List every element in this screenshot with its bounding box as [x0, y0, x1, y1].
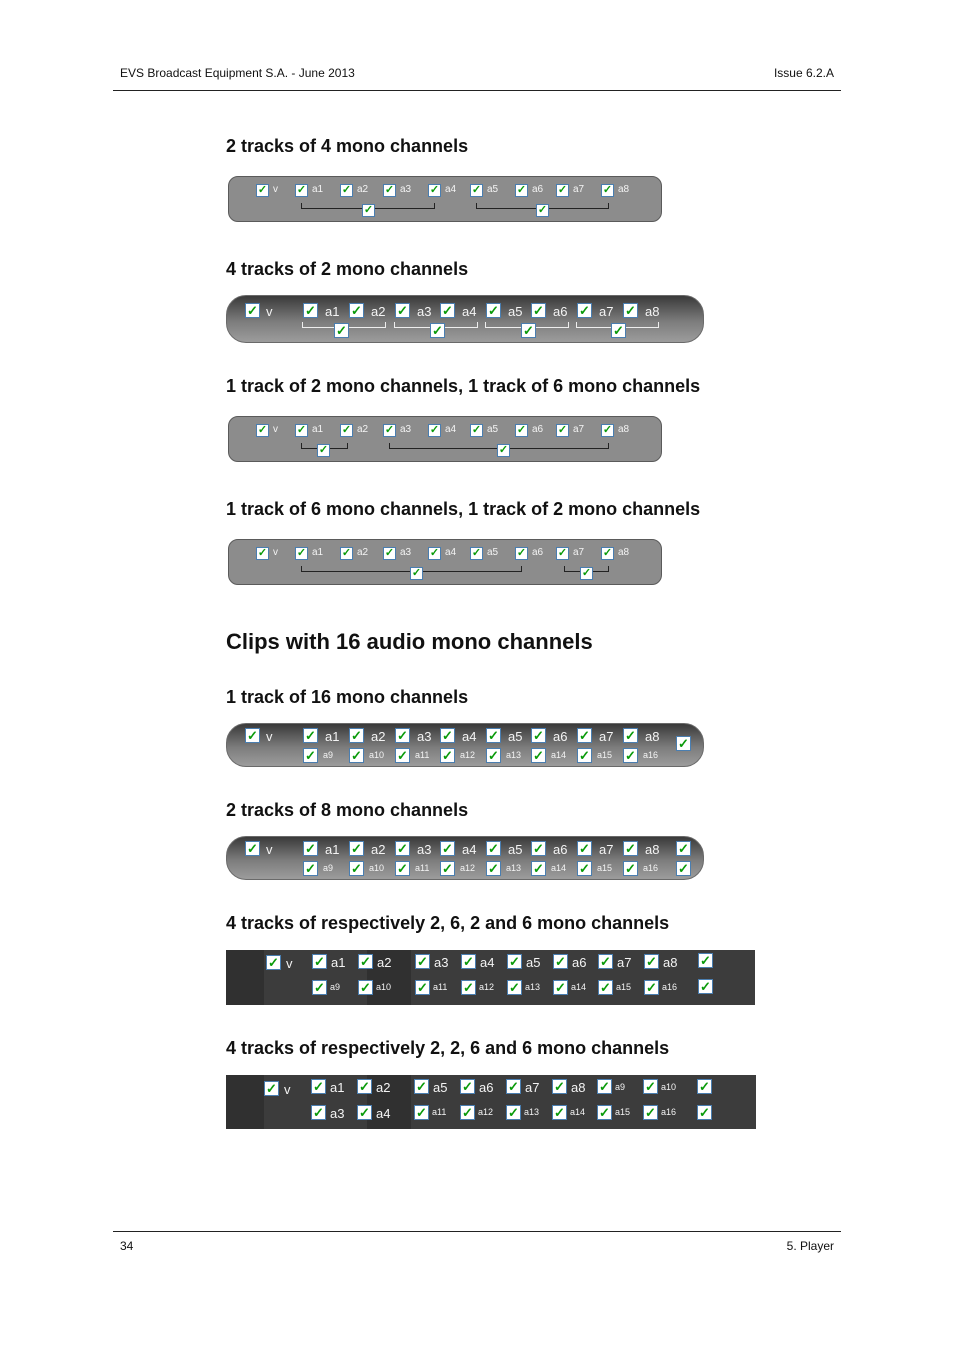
channel-label: a3	[417, 842, 432, 857]
channel-label: a1	[325, 304, 340, 319]
checkbox-a8[interactable]: ✓	[623, 728, 638, 743]
channel-label: a6	[479, 1080, 494, 1095]
section-title: 1 track of 2 mono channels, 1 track of 6 mono channels	[226, 376, 701, 396]
channel-label: a12	[460, 750, 476, 760]
section-heading: Clips with 16 audio mono channels	[226, 629, 593, 654]
checkbox-a2[interactable]: ✓	[357, 1079, 372, 1094]
channel-label: a3	[417, 304, 432, 319]
checkbox-a1[interactable]: ✓	[312, 954, 327, 969]
section-title: 2 tracks of 4 mono channels	[226, 136, 469, 156]
channel-label: a4	[445, 424, 457, 435]
checkbox-a5[interactable]: ✓	[414, 1079, 429, 1094]
checkbox-a7[interactable]: ✓	[557, 424, 568, 436]
track-checkbox[interactable]: ✓	[334, 323, 349, 338]
checkbox-a4[interactable]: ✓	[429, 547, 440, 559]
channel-label: a13	[525, 982, 541, 992]
checkbox-a7[interactable]: ✓	[506, 1079, 521, 1094]
channel-label: a12	[479, 982, 495, 992]
channel-label: a1	[330, 1080, 345, 1095]
channel-label: a3	[330, 1106, 345, 1121]
channel-label: a7	[525, 1080, 540, 1095]
channel-label: a3	[400, 424, 412, 435]
checkbox-a14[interactable]: ✓	[531, 861, 546, 876]
checkbox-a6[interactable]: ✓	[516, 184, 527, 196]
channel-label: a6	[532, 184, 544, 195]
channel-label: a15	[597, 863, 613, 873]
channel-label: a10	[661, 1082, 677, 1092]
checkbox-a4[interactable]: ✓	[429, 424, 440, 436]
channel-label: a6	[532, 547, 544, 558]
channel-label: v	[273, 547, 278, 558]
checkbox-a1[interactable]: ✓	[296, 184, 307, 196]
checkbox-a13[interactable]: ✓	[486, 861, 501, 876]
channel-label: a15	[615, 1107, 631, 1117]
checkbox-a1[interactable]: ✓	[296, 424, 307, 436]
checkbox-a2[interactable]: ✓	[349, 728, 364, 743]
checkbox-a2[interactable]: ✓	[341, 424, 352, 436]
checkbox-a4[interactable]: ✓	[440, 841, 455, 856]
checkbox-a8[interactable]: ✓	[623, 841, 638, 856]
checkbox-v[interactable]: ✓	[264, 1081, 279, 1096]
checkbox-a7[interactable]: ✓	[577, 303, 592, 318]
checkbox-a15[interactable]: ✓	[598, 980, 613, 995]
channel-bar	[226, 836, 704, 880]
checkbox-a12[interactable]: ✓	[460, 1105, 475, 1120]
checkbox-a6[interactable]: ✓	[516, 424, 527, 436]
channel-label: a1	[312, 547, 324, 558]
channel-label: a10	[369, 863, 385, 873]
checkbox-a5[interactable]: ✓	[507, 954, 522, 969]
channel-label: a5	[487, 424, 499, 435]
checkbox-a7[interactable]: ✓	[557, 184, 568, 196]
checkbox-a3[interactable]: ✓	[384, 424, 395, 436]
checkbox-a8[interactable]: ✓	[552, 1079, 567, 1094]
checkbox-a5[interactable]: ✓	[486, 728, 501, 743]
channel-label: a15	[597, 750, 613, 760]
checkbox-a3[interactable]: ✓	[384, 184, 395, 196]
channel-label: a10	[369, 750, 385, 760]
channel-label: a2	[371, 729, 386, 744]
channel-label: a7	[599, 304, 614, 319]
bar-strip	[226, 950, 264, 1005]
chapter-name: 5. Player	[786, 1239, 834, 1253]
checkbox-a13[interactable]: ✓	[506, 1105, 521, 1120]
checkbox-a7[interactable]: ✓	[577, 728, 592, 743]
section-title: 4 tracks of 2 mono channels	[226, 259, 469, 279]
channel-label: a2	[377, 955, 392, 970]
channel-label: a16	[643, 863, 659, 873]
checkbox-a3[interactable]: ✓	[311, 1105, 326, 1120]
channel-label: a10	[376, 982, 392, 992]
checkbox-a2[interactable]: ✓	[341, 184, 352, 196]
channel-label: a5	[508, 729, 523, 744]
channel-label: a14	[551, 863, 567, 873]
track-checkbox[interactable]: ✓	[498, 444, 509, 456]
channel-bar	[228, 539, 662, 585]
channel-label: a2	[371, 304, 386, 319]
checkbox-v[interactable]: ✓	[245, 303, 260, 318]
channel-bar	[226, 950, 755, 1005]
checkbox-a12[interactable]: ✓	[461, 980, 476, 995]
channel-label: a3	[417, 729, 432, 744]
channel-label: a15	[616, 982, 632, 992]
channel-label: a2	[376, 1080, 391, 1095]
channel-label: a8	[663, 955, 678, 970]
checkbox-a12[interactable]: ✓	[440, 748, 455, 763]
channel-label: a12	[460, 863, 476, 873]
checkbox-a10[interactable]: ✓	[358, 980, 373, 995]
checkbox-a5[interactable]: ✓	[486, 841, 501, 856]
channel-label: a1	[325, 729, 340, 744]
channel-label: a6	[553, 304, 568, 319]
checkbox-a14[interactable]: ✓	[552, 1105, 567, 1120]
checkbox-a1[interactable]: ✓	[303, 841, 318, 856]
checkbox-a15[interactable]: ✓	[577, 748, 592, 763]
header-rule	[113, 90, 841, 91]
channel-label: a4	[480, 955, 495, 970]
track-checkbox[interactable]: ✓	[537, 204, 548, 216]
track-checkbox[interactable]: ✓	[698, 953, 713, 968]
checkbox-a8[interactable]: ✓	[644, 954, 659, 969]
checkbox-a4[interactable]: ✓	[429, 184, 440, 196]
channel-label: a2	[371, 842, 386, 857]
channel-label: a1	[325, 842, 340, 857]
channel-label: a13	[506, 863, 522, 873]
channel-label: a11	[415, 750, 430, 760]
track-checkbox[interactable]: ✓	[318, 444, 329, 456]
page-number: 34	[120, 1239, 134, 1253]
checkbox-v[interactable]: ✓	[257, 424, 268, 436]
channel-label: a11	[433, 982, 448, 992]
channel-label: a7	[599, 729, 614, 744]
channel-bar	[226, 1075, 756, 1129]
checkbox-a5[interactable]: ✓	[486, 303, 501, 318]
channel-label: a8	[571, 1080, 586, 1095]
channel-label: v	[286, 956, 293, 971]
channel-label: a8	[645, 304, 660, 319]
channel-label: a7	[573, 184, 585, 195]
checkbox-a3[interactable]: ✓	[395, 728, 410, 743]
checkbox-a4[interactable]: ✓	[357, 1105, 372, 1120]
checkbox-a10[interactable]: ✓	[643, 1079, 658, 1094]
checkbox-a10[interactable]: ✓	[349, 748, 364, 763]
channel-label: a2	[357, 184, 369, 195]
channel-label: a6	[553, 729, 568, 744]
checkbox-a1[interactable]: ✓	[303, 303, 318, 318]
channel-label: a8	[645, 729, 660, 744]
channel-label: a8	[645, 842, 660, 857]
channel-label: a4	[462, 842, 477, 857]
track-checkbox[interactable]: ✓	[581, 567, 592, 579]
channel-label: a5	[508, 304, 523, 319]
checkbox-a16[interactable]: ✓	[623, 748, 638, 763]
channel-label: a7	[617, 955, 632, 970]
channel-label: a7	[599, 842, 614, 857]
checkbox-a16[interactable]: ✓	[644, 980, 659, 995]
channel-label: v	[273, 424, 278, 435]
channel-label: a8	[618, 547, 630, 558]
channel-label: a14	[571, 982, 587, 992]
channel-label: a6	[532, 424, 544, 435]
channel-label: a2	[357, 424, 369, 435]
channel-label: a5	[433, 1080, 448, 1095]
channel-label: a5	[487, 184, 499, 195]
channel-label: a6	[572, 955, 587, 970]
channel-label: a1	[312, 184, 324, 195]
checkbox-a15[interactable]: ✓	[577, 861, 592, 876]
checkbox-a8[interactable]: ✓	[623, 303, 638, 318]
checkbox-a5[interactable]: ✓	[471, 547, 482, 559]
track-checkbox[interactable]: ✓	[611, 323, 626, 338]
checkbox-a9[interactable]: ✓	[312, 980, 327, 995]
section-title: 2 tracks of 8 mono channels	[226, 800, 469, 820]
channel-label: a9	[330, 982, 341, 992]
channel-label: a14	[551, 750, 567, 760]
checkbox-a7[interactable]: ✓	[577, 841, 592, 856]
track-checkbox[interactable]: ✓	[676, 841, 691, 856]
channel-label: a5	[487, 547, 499, 558]
track-checkbox[interactable]: ✓	[363, 204, 374, 216]
checkbox-a12[interactable]: ✓	[440, 861, 455, 876]
checkbox-a3[interactable]: ✓	[395, 303, 410, 318]
checkbox-a15[interactable]: ✓	[597, 1105, 612, 1120]
channel-label: a3	[434, 955, 449, 970]
track-checkbox[interactable]: ✓	[411, 567, 422, 579]
checkbox-a2[interactable]: ✓	[349, 303, 364, 318]
checkbox-v[interactable]: ✓	[245, 841, 260, 856]
channel-label: a9	[323, 750, 334, 760]
footer-rule	[113, 1231, 841, 1232]
checkbox-a9[interactable]: ✓	[303, 861, 318, 876]
checkbox-a3[interactable]: ✓	[395, 841, 410, 856]
channel-label: a16	[662, 982, 678, 992]
section-title: 1 track of 16 mono channels	[226, 687, 469, 707]
track-checkbox[interactable]: ✓	[698, 979, 713, 994]
checkbox-a13[interactable]: ✓	[486, 748, 501, 763]
checkbox-a5[interactable]: ✓	[471, 184, 482, 196]
channel-label: a5	[508, 842, 523, 857]
checkbox-a1[interactable]: ✓	[296, 547, 307, 559]
channel-label: a6	[553, 842, 568, 857]
section-title: 4 tracks of respectively 2, 6, 2 and 6 mono channels	[226, 913, 670, 933]
channel-label: a3	[400, 547, 412, 558]
checkbox-a3[interactable]: ✓	[384, 547, 395, 559]
checkbox-v[interactable]: ✓	[257, 184, 268, 196]
checkbox-v[interactable]: ✓	[257, 547, 268, 559]
channel-label: a4	[376, 1106, 391, 1121]
checkbox-a16[interactable]: ✓	[643, 1105, 658, 1120]
channel-label: v	[266, 842, 273, 857]
checkbox-a11[interactable]: ✓	[395, 748, 410, 763]
checkbox-a11[interactable]: ✓	[415, 980, 430, 995]
channel-label: a13	[524, 1107, 540, 1117]
checkbox-a6[interactable]: ✓	[553, 954, 568, 969]
channel-label: v	[266, 304, 273, 319]
channel-label: a11	[432, 1107, 447, 1117]
track-checkbox[interactable]: ✓	[697, 1105, 712, 1120]
channel-label: a7	[573, 424, 585, 435]
channel-label: v	[266, 729, 273, 744]
checkbox-a7[interactable]: ✓	[598, 954, 613, 969]
checkbox-a1[interactable]: ✓	[311, 1079, 326, 1094]
channel-label: a4	[462, 304, 477, 319]
checkbox-a6[interactable]: ✓	[531, 728, 546, 743]
checkbox-a7[interactable]: ✓	[557, 547, 568, 559]
checkbox-a14[interactable]: ✓	[531, 748, 546, 763]
track-checkbox[interactable]: ✓	[521, 323, 536, 338]
checkbox-v[interactable]: ✓	[245, 728, 260, 743]
checkbox-a6[interactable]: ✓	[531, 841, 546, 856]
track-checkbox[interactable]: ✓	[697, 1079, 712, 1094]
channel-label: a2	[357, 547, 369, 558]
channel-label: a12	[478, 1107, 494, 1117]
channel-label: a11	[415, 863, 430, 873]
checkbox-a8[interactable]: ✓	[602, 424, 613, 436]
checkbox-a11[interactable]: ✓	[414, 1105, 429, 1120]
checkbox-a6[interactable]: ✓	[516, 547, 527, 559]
channel-label: a9	[615, 1082, 626, 1092]
channel-label: a4	[445, 184, 457, 195]
header-left: EVS Broadcast Equipment S.A. - June 2013	[120, 66, 355, 80]
track-checkbox[interactable]: ✓	[676, 736, 691, 751]
bar-strip	[226, 1075, 264, 1129]
checkbox-a10[interactable]: ✓	[349, 861, 364, 876]
channel-label: a4	[445, 547, 457, 558]
header-right: Issue 6.2.A	[773, 66, 834, 80]
checkbox-a5[interactable]: ✓	[471, 424, 482, 436]
channel-label: a7	[573, 547, 585, 558]
checkbox-a9[interactable]: ✓	[303, 748, 318, 763]
channel-bar	[228, 416, 662, 462]
channel-label: a4	[462, 729, 477, 744]
channel-label: v	[273, 184, 278, 195]
checkbox-a13[interactable]: ✓	[507, 980, 522, 995]
checkbox-a4[interactable]: ✓	[440, 728, 455, 743]
checkbox-a2[interactable]: ✓	[341, 547, 352, 559]
checkbox-a4[interactable]: ✓	[461, 954, 476, 969]
checkbox-a3[interactable]: ✓	[415, 954, 430, 969]
checkbox-a8[interactable]: ✓	[602, 547, 613, 559]
checkbox-a1[interactable]: ✓	[303, 728, 318, 743]
channel-label: a8	[618, 184, 630, 195]
channel-label: a3	[400, 184, 412, 195]
channel-bar	[226, 295, 704, 343]
channel-bar	[228, 176, 662, 222]
track-checkbox[interactable]: ✓	[676, 861, 691, 876]
checkbox-a2[interactable]: ✓	[358, 954, 373, 969]
channel-label: v	[284, 1082, 291, 1097]
track-checkbox[interactable]: ✓	[430, 323, 445, 338]
checkbox-a2[interactable]: ✓	[349, 841, 364, 856]
section-title: 1 track of 6 mono channels, 1 track of 2 mono channels	[226, 499, 701, 519]
channel-label: a14	[570, 1107, 586, 1117]
channel-label: a16	[643, 750, 659, 760]
channel-label: a1	[312, 424, 324, 435]
checkbox-a6[interactable]: ✓	[460, 1079, 475, 1094]
checkbox-a14[interactable]: ✓	[553, 980, 568, 995]
checkbox-a9[interactable]: ✓	[597, 1079, 612, 1094]
checkbox-a6[interactable]: ✓	[531, 303, 546, 318]
checkbox-a8[interactable]: ✓	[602, 184, 613, 196]
channel-label: a16	[661, 1107, 677, 1117]
channel-label: a1	[331, 955, 346, 970]
checkbox-a4[interactable]: ✓	[440, 303, 455, 318]
channel-label: a5	[526, 955, 541, 970]
channel-label: a9	[323, 863, 334, 873]
checkbox-v[interactable]: ✓	[266, 955, 281, 970]
channel-bar	[226, 723, 704, 767]
channel-label: a8	[618, 424, 630, 435]
checkbox-a16[interactable]: ✓	[623, 861, 638, 876]
channel-label: a13	[506, 750, 522, 760]
section-title: 4 tracks of respectively 2, 2, 6 and 6 mono channels	[226, 1038, 670, 1058]
checkbox-a11[interactable]: ✓	[395, 861, 410, 876]
